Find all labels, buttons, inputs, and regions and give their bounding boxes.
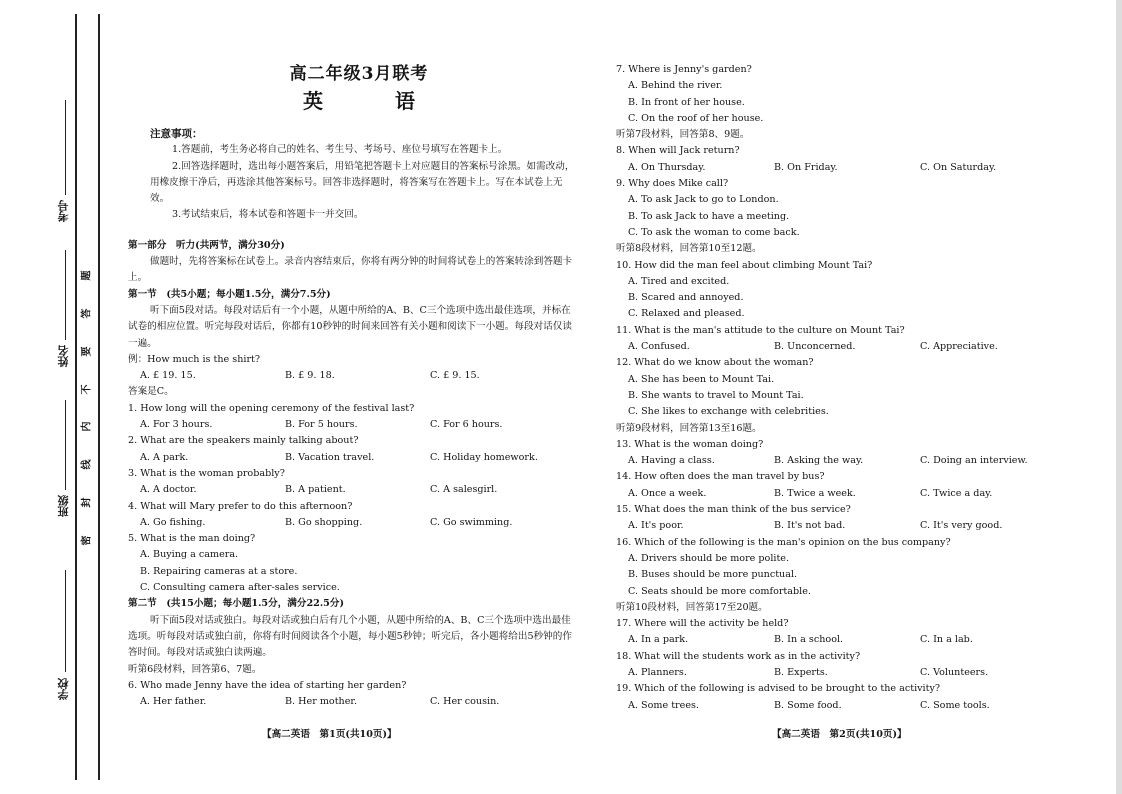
option-a: A. Once a week. xyxy=(628,487,707,499)
options-row xyxy=(128,450,576,466)
option-b: B. £ 9. 18. xyxy=(285,370,335,382)
option-b: B. In front of her house. xyxy=(628,96,745,108)
exam-title: 高二年级3月联考 xyxy=(289,64,429,84)
option-a: A. Go fishing. xyxy=(140,516,206,528)
question: 2. What are the speakers mainly talking about? xyxy=(128,435,359,447)
option-b: B. Go shopping. xyxy=(285,516,363,528)
option-c: C. £ 9. 15. xyxy=(430,370,480,382)
example-question: 例：How much is the shirt? xyxy=(128,353,261,365)
option-a: A. Tired and excited. xyxy=(628,275,730,287)
options-row xyxy=(616,339,1056,355)
material-note: 听第7段材料，回答第8、9题。 xyxy=(616,129,750,141)
option-a: A. A doctor. xyxy=(140,484,197,496)
seal-char: 答 xyxy=(81,308,93,319)
question: 11. What is the man's attitude to the culture on Mount Tai? xyxy=(616,324,905,336)
option-b: B. She wants to travel to Mount Tai. xyxy=(628,389,804,401)
question: 3. What is the woman probably? xyxy=(128,467,285,479)
options-row xyxy=(616,632,1056,648)
options-row xyxy=(616,453,1056,469)
question: 15. What does the man think of the bus service? xyxy=(616,504,851,516)
options-row xyxy=(128,515,576,531)
question: 6. Who made Jenny have the idea of starting her garden? xyxy=(128,679,407,691)
section1-intro: 听下面5段对话。每段对话后有一个小题，从题中所给的A、B、C三个选项中选出最佳选项，并标在试卷的相应位置。听完每段对话后，你都有10秒钟的时间来回答有关小题和阅读下一小题。每段对话仅读一遍。 xyxy=(128,304,572,349)
section2-heading: 第二节 (共15小题；每小题1.5分，满分22.5分) xyxy=(128,598,344,610)
option-a: A. Having a class. xyxy=(628,455,715,467)
exam-number-label: 考号 xyxy=(57,200,70,222)
options-row xyxy=(616,486,1056,502)
question: 10. How did the man feel about climbing Mount Tai? xyxy=(616,259,873,271)
notice-heading: 注意事项： xyxy=(150,128,203,140)
options-row xyxy=(616,160,1056,176)
class-line xyxy=(65,400,66,490)
question: 5. What is the man doing? xyxy=(128,533,256,545)
class-label: 班级 xyxy=(57,495,70,517)
option-c: C. Holiday homework. xyxy=(430,451,538,463)
section2-intro: 听下面5段对话或独白。每段对话或独白后有几个小题，从题中所给的A、B、C三个选项中选出最佳选项。听每段对话或独白前，你将有时间阅读各个小题，每小题5秒钟；听完后，各小题将给出5秒钟的作答时间。每段对话或独白读两遍。 xyxy=(128,614,572,659)
option-c: C. Seats should be more comfortable. xyxy=(628,585,811,597)
option-c: C. Her cousin. xyxy=(430,696,500,708)
material-note: 听第10段材料，回答第17至20题。 xyxy=(616,601,768,613)
option-c: C. A salesgirl. xyxy=(430,484,498,496)
options-row xyxy=(128,482,576,498)
seal-char: 不 xyxy=(81,384,93,395)
option-b: B. Unconcerned. xyxy=(774,341,856,353)
option-c: C. To ask the woman to come back. xyxy=(628,226,800,238)
question: 16. Which of the following is the man's opinion on the bus company? xyxy=(616,536,951,548)
option-c: C. On the roof of her house. xyxy=(628,112,764,124)
option-b: B. On Friday. xyxy=(774,161,838,173)
school-line xyxy=(65,570,66,672)
option-a: A. A park. xyxy=(140,451,189,463)
option-c: C. For 6 hours. xyxy=(430,419,503,431)
option-b: B. Experts. xyxy=(774,666,828,678)
option-a: A. £ 19. 15. xyxy=(140,370,196,382)
option-a: A. It's poor. xyxy=(628,520,684,532)
page-footer: 【高二英语 第1页(共10页)】 xyxy=(262,729,397,740)
option-b: B. Her mother. xyxy=(285,696,357,708)
option-a: A. She has been to Mount Tai. xyxy=(628,373,775,385)
question: 12. What do we know about the woman? xyxy=(616,357,814,369)
options-row xyxy=(616,698,1056,714)
material-note: 听第9段材料，回答第13至16题。 xyxy=(616,422,762,434)
option-c: C. On Saturday. xyxy=(920,161,997,173)
seal-line-text xyxy=(80,268,93,548)
name-line xyxy=(65,250,66,340)
part1-heading: 第一部分 听力(共两节，满分30分) xyxy=(128,239,285,251)
question: 19. Which of the following is advised to be brought to the activity? xyxy=(616,683,941,695)
option-a: A. To ask Jack to go to London. xyxy=(628,194,779,206)
option-c: C. Twice a day. xyxy=(920,487,993,499)
option-c: C. Volunteers. xyxy=(920,666,989,678)
options-row xyxy=(616,518,1056,534)
option-a: A. Her father. xyxy=(140,696,207,708)
question: 18. What will the students work as in the activity? xyxy=(616,650,861,662)
options-row xyxy=(616,665,1056,681)
option-b: B. For 5 hours. xyxy=(285,419,358,431)
seal-char: 线 xyxy=(81,459,93,470)
question: 8. When will Jack return? xyxy=(616,145,740,157)
option-c: C. Consulting camera after-sales service. xyxy=(140,582,340,594)
seal-char: 封 xyxy=(81,497,93,508)
options-row xyxy=(128,417,576,433)
example-answer: 答案是C。 xyxy=(128,386,174,398)
option-b: B. Scared and annoyed. xyxy=(628,292,744,304)
name-label: 姓名 xyxy=(57,345,70,367)
option-b: B. Vacation travel. xyxy=(285,451,375,463)
question: 9. Why does Mike call? xyxy=(616,178,729,190)
material-note: 听第6段材料，回答第6、7题。 xyxy=(128,663,262,675)
notice-item: 2.回答选择题时，选出每小题答案后，用铅笔把答题卡上对应题目的答案标号涂黑。如需改动，用橡皮擦干净后，再选涂其他答案标号。回答非选择题时，将答案写在答题卡上。写在本试卷上无效。 xyxy=(150,160,575,205)
option-b: B. Repairing cameras at a store. xyxy=(140,565,298,577)
option-c: C. It's very good. xyxy=(920,520,1003,532)
binding-line-inner xyxy=(98,14,100,780)
part1-intro: 做题时，先将答案标在试卷上。录音内容结束后，你将有两分钟的时间将试卷上的答案转涂到答题卡上。 xyxy=(128,256,573,284)
option-c: C. Some tools. xyxy=(920,699,990,711)
exam-number-line xyxy=(65,100,66,195)
notice-item: 1.答题前，考生务必将自己的姓名、考生号、考场号、座位号填写在答题卡上。 xyxy=(172,144,508,156)
option-b: B. Some food. xyxy=(774,699,842,711)
notice-item: 3.考试结束后，将本试卷和答题卡一并交回。 xyxy=(172,209,364,221)
seal-char: 题 xyxy=(81,270,93,281)
material-note: 听第8段材料，回答第10至12题。 xyxy=(616,243,762,255)
option-b: B. Buses should be more punctual. xyxy=(628,569,798,581)
page-edge xyxy=(1116,0,1122,794)
option-a: A. Drivers should be more polite. xyxy=(628,552,790,564)
section1-heading: 第一节 (共5小题；每小题1.5分，满分7.5分) xyxy=(128,288,331,300)
question: 4. What will Mary prefer to do this afternoon? xyxy=(128,500,353,512)
option-a: A. Planners. xyxy=(628,666,687,678)
option-a: A. On Thursday. xyxy=(628,161,706,173)
school-label: 学校 xyxy=(57,678,70,700)
seal-char: 要 xyxy=(81,346,93,357)
option-c: C. Relaxed and pleased. xyxy=(628,308,745,320)
option-a: A. Behind the river. xyxy=(628,80,723,92)
binding-line-outer xyxy=(75,14,77,780)
question: 17. Where will the activity be held? xyxy=(616,618,789,630)
option-a: A. In a park. xyxy=(628,634,689,646)
option-c: C. Appreciative. xyxy=(920,341,998,353)
options-row xyxy=(128,694,576,710)
option-a: A. Some trees. xyxy=(628,699,699,711)
left-column xyxy=(128,0,576,710)
option-b: B. Twice a week. xyxy=(774,487,856,499)
subject-title: 英 语 xyxy=(303,89,441,113)
page-footer: 【高二英语 第2页(共10页)】 xyxy=(772,729,907,740)
option-b: B. In a school. xyxy=(774,634,844,646)
option-c: C. She likes to exchange with celebrities. xyxy=(628,406,829,418)
question: 7. Where is Jenny's garden? xyxy=(616,64,752,75)
right-column xyxy=(616,62,1056,714)
option-a: A. Buying a camera. xyxy=(140,549,239,561)
option-b: B. A patient. xyxy=(285,484,346,496)
option-c: C. Doing an interview. xyxy=(920,455,1028,467)
option-a: A. For 3 hours. xyxy=(140,419,213,431)
seal-char: 内 xyxy=(81,421,93,432)
question: 14. How often does the man travel by bus? xyxy=(616,471,825,483)
example-options xyxy=(128,368,576,384)
question: 13. What is the woman doing? xyxy=(616,438,764,450)
option-b: B. Asking the way. xyxy=(774,455,864,467)
option-b: B. To ask Jack to have a meeting. xyxy=(628,210,790,222)
option-b: B. It's not bad. xyxy=(774,520,846,532)
option-a: A. Confused. xyxy=(628,341,690,353)
seal-char: 密 xyxy=(81,535,93,546)
option-c: C. Go swimming. xyxy=(430,516,513,528)
option-c: C. In a lab. xyxy=(920,634,973,646)
question: 1. How long will the opening ceremony of the festival last? xyxy=(128,402,415,414)
